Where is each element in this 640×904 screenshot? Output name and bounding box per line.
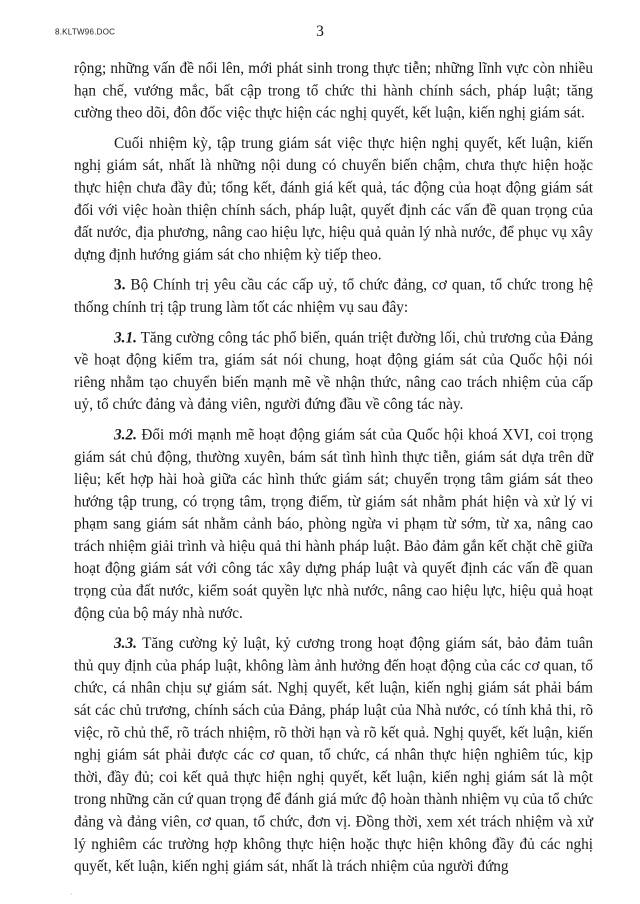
paragraph-text: Cuối nhiệm kỳ, tập trung giám sát việc thực hiện nghị quyết, kết luận, kiến nghị giám sát, nhất là những nội dung có chuyển biến chậm, chưa thực hiện hoặc thực hiện chưa đầy đủ; tổng kết, đánh giá kết quả, tác động của hoạt động giám sát đối với việc hoàn thiện chính sách, pháp luật, quyết định các vấn đề quan trọng của đất nước, địa phương, nâng cao hiệu lực, hiệu quả quản lý nhà nước, để phục vụ xây dựng định hướng giám sát cho nhiệm kỳ tiếp theo. [74,134,593,263]
paragraph-end-of-term [74,132,593,266]
page-number: 3 [316,22,324,40]
paragraph-section-3-1 [74,326,593,415]
section-number: 3.2. [114,425,137,443]
paragraph-text: Bộ Chính trị yêu cầu các cấp uỷ, tổ chức đảng, cơ quan, tổ chức trong hệ thống chính trị tập trung làm tốt các nhiệm vụ sau đây: [74,276,593,316]
paragraph-text: rộng; những vấn đề nổi lên, mới phát sinh trong thực tiễn; những lĩnh vực còn nhiều hạn chế, vướng mắc, bất cập trong tổ chức thi hành chính sách, pháp luật; tăng cường theo dõi, đôn đốc việc thực hiện các nghị quyết, kết luận, kiến nghị giám sát. [74,59,593,122]
scan-mark: · [70,891,73,899]
paragraph-text: Đổi mới mạnh mẽ hoạt động giám sát của Quốc hội khoá XVI, coi trọng giám sát chủ động, thường xuyên, bám sát tình hình thực tiễn, giám sát dựa trên dữ liệu; kết hợp hài hoà giữa các hình thức giám sát; chuyển trọng tâm giám sát theo hướng tập trung, có trọng tâm, trọng điểm, từ giám sát nhằm phát hiện và xử lý vi phạm sang giám sát nhằm cảnh báo, phòng ngừa vi phạm từ sớm, từ xa, nâng cao trách nhiệm giải trình và hiệu quả thi hành pháp luật. Bảo đảm gắn kết chặt chẽ giữa hoạt động giám sát với công tác xây dựng pháp luật và quyết định các vấn đề quan trọng của đất nước, kiểm soát quyền lực nhà nước, nâng cao hiệu lực, hiệu quả hoạt động của bộ máy nhà nước. [74,425,594,622]
paragraph-continued [74,57,593,124]
section-number: 3. [114,276,126,294]
paragraph-section-3-3 [74,632,593,877]
section-number: 3.3. [114,634,137,652]
document-code: 8.KLTW96.DOC [55,28,116,37]
paragraph-text: Tăng cường công tác phổ biến, quán triệt đường lối, chủ trương của Đảng về hoạt động kiểm tra, giám sát nói chung, hoạt động giám sát của Quốc hội nói riêng nhằm tạo chuyển biến mạnh mẽ về nhận thức, nâng cao trách nhiệm của cấp uỷ, tổ chức đảng và đảng viên, người đứng đầu về công tác này. [74,328,593,413]
paragraph-text: Tăng cường kỷ luật, kỷ cương trong hoạt động giám sát, bảo đảm tuân thủ quy định của pháp luật, không làm ảnh hưởng đến hoạt động của các cơ quan, tổ chức, cá nhân chịu sự giám sát. Nghị quyết, kết luận, kiến nghị giám sát phải bám sát các chủ trương, chính sách của Đảng, pháp luật của Nhà nước, có tính khả thi, rõ việc, rõ chủ thể, rõ trách nhiệm, rõ thời hạn và rõ kết quả. Nghị quyết, kết luận, kiến nghị giám sát phải được các cơ quan, tổ chức, cá nhân thực hiện nghiêm túc, kịp thời, đầy đủ; coi kết quả thực hiện nghị quyết, kết luận, kiến nghị giám sát là một trong những căn cứ quan trọng để đánh giá mức độ hoàn thành nhiệm vụ của tổ chức đảng và đảng viên, cơ quan, tổ chức, đơn vị. Đồng thời, xem xét trách nhiệm và xử lý nghiêm các trường hợp không thực hiện hoặc thực hiện không đầy đủ các nghị quyết, kết luận, kiến nghị giám sát, nhất là trách nhiệm của người đứng [74,634,593,875]
paragraph-section-3 [74,274,593,319]
paragraph-section-3-2 [74,423,593,624]
document-body [74,57,593,885]
section-number: 3.1. [114,328,137,346]
